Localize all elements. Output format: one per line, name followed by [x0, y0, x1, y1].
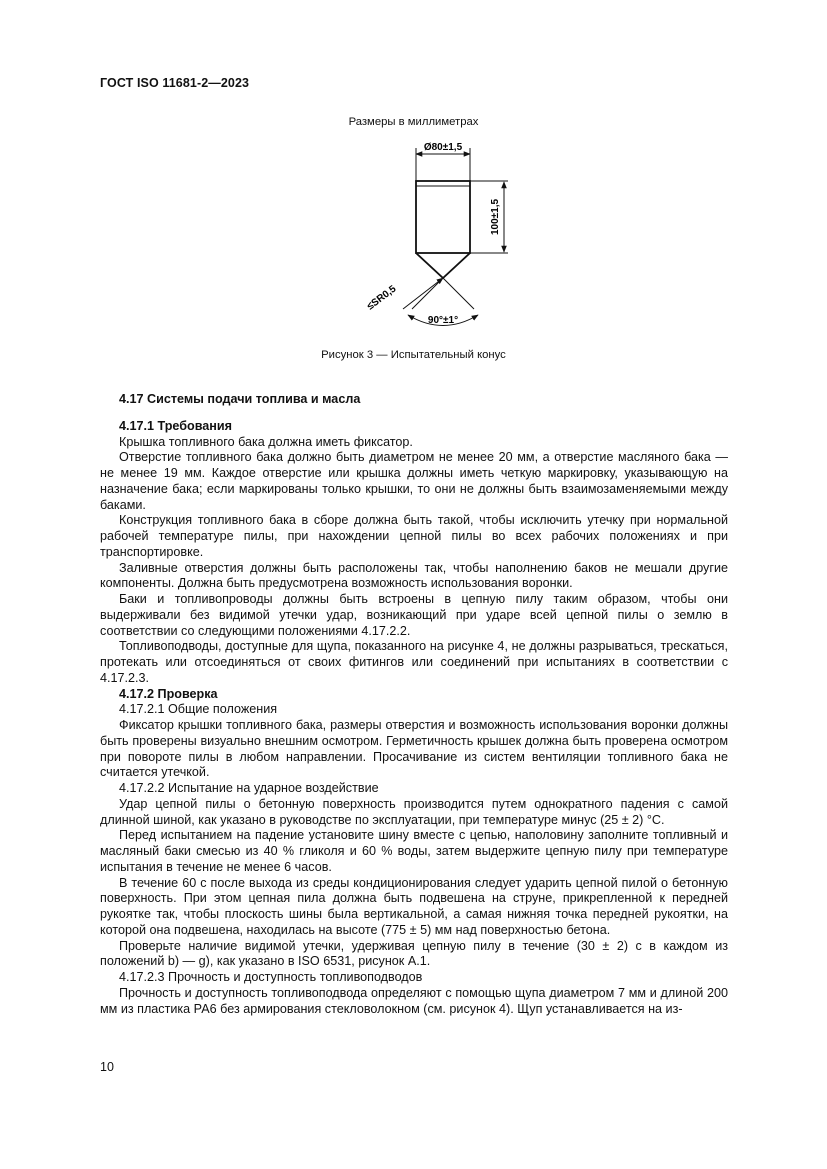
angle-label: 90°±1° — [427, 315, 459, 326]
paragraph: Заливные отверстия должны быть расположены так, чтобы наполнению баков не мешали другие компоненты. Должна быть предусмотрена возможность использования воронки. — [100, 560, 728, 591]
paragraph: Прочность и доступность топливоподвода определяют с помощью щупа диаметром 7 мм и длиной 200 мм из пластика РА6 без армирования стекловолокном (см. рисунок 4). Щуп устанавливается на из- — [100, 985, 728, 1016]
paragraph: Баки и топливопроводы должны быть встроены в цепную пилу таким образом, чтобы они выдерживали без видимой утечки удар, возникающий при ударе всей цепной пилы о землю в соответствии со следующими положениями 4.17.2.2. — [100, 592, 728, 638]
document-body — [100, 392, 728, 1017]
paragraph: В течение 60 с после выхода из среды кондиционирования следует ударить цепной пилой о бетонную поверхность. При этом цепная пила должна быть подвешена на струне, прикрепленной к передней рукоятке так, чтобы плоскость шины была вертикальной, а самая нижняя точка передней рукоятки, на которой она подвешена, находилась на высоте (775 ± 5) мм над поверхностью бетона. — [100, 875, 728, 937]
paragraph: Проверьте наличие видимой утечки, удерживая цепную пилу в течение (30 ± 2) с в каждом из положений b) — g), как указано в ISO 6531, рисунок А.1. — [100, 938, 728, 969]
requirements-heading: 4.17.1 Требования — [119, 418, 233, 433]
figure-caption: Рисунок 3 — Испытательный конус — [321, 349, 506, 361]
paragraph: Фиксатор крышки топливного бака, размеры отверстия и возможность использования воронки должны быть проверены визуально внешним осмотром. Герметичность крышек должна быть проверена осмотром при повороте пилы в любом направлении. Просачивание из систем вентиляции топливного бака не считается утечкой. — [100, 718, 728, 780]
test-cone-drawing — [348, 133, 518, 333]
paragraph: Отверстие топливного бака должно быть диаметром не менее 20 мм, а отверстие масляного бака — не менее 19 мм. Каждое отверстие или крышка должны иметь четкую маркировку, указывающую на назначение бака; если маркированы только крышки, то они не должны быть взаимозаменяемыми между баками. — [100, 450, 728, 512]
test-cone-figure — [348, 133, 518, 338]
cone-tip — [416, 253, 470, 278]
paragraph: Крышка топливного бака должна иметь фиксатор. — [119, 434, 413, 449]
height-label: 100±1,5 — [490, 198, 501, 236]
section-heading: 4.17 Системы подачи топлива и масла — [119, 392, 361, 406]
subsection-heading: 4.17.2.3 Прочность и доступность топливоподводов — [119, 970, 423, 984]
diameter-label: Ø80±1,5 — [423, 142, 463, 153]
paragraph: Перед испытанием на падение установите шину вместе с цепью, наполовину заполните топливный и масляный баки смесью из 40 % гликоля и 60 % воды, затем выдержите цепную пилу при температуре испытания в течение не менее 6 часов. — [100, 828, 728, 874]
subsection-heading: 4.17.2.2 Испытание на ударное воздействие — [119, 781, 379, 795]
page-number: 10 — [100, 1060, 114, 1074]
radius-label: ≤SR0,5 — [365, 283, 399, 313]
radius-leader — [403, 278, 443, 309]
paragraph: Удар цепной пилы о бетонную поверхность производится путем однократного падения с самой длинной шиной, как указано в руководстве по эксплуатации, при температуре минус (25 ± 2) °С. — [100, 796, 728, 827]
check-heading: 4.17.2 Проверка — [119, 686, 218, 701]
cylinder-body — [416, 181, 470, 253]
paragraph: Конструкция топливного бака в сборе должна быть такой, чтобы исключить утечку при нормальной рабочей температуре пилы, при нахождении цепной пилы во всех рабочих положениях и при транспортировке. — [100, 513, 728, 559]
subsection-heading: 4.17.2.1 Общие положения — [119, 702, 278, 717]
document-header: ГОСТ ISO 11681-2—2023 — [100, 76, 250, 90]
figure-units-note: Размеры в миллиметрах — [348, 116, 479, 128]
paragraph: Топливоподводы, доступные для щупа, показанного на рисунке 4, не должны разрываться, трескаться, протекать или отсоединяться от своих фитингов или соединений при испытаниях в соответствии с 4.17.2.3. — [100, 639, 728, 685]
